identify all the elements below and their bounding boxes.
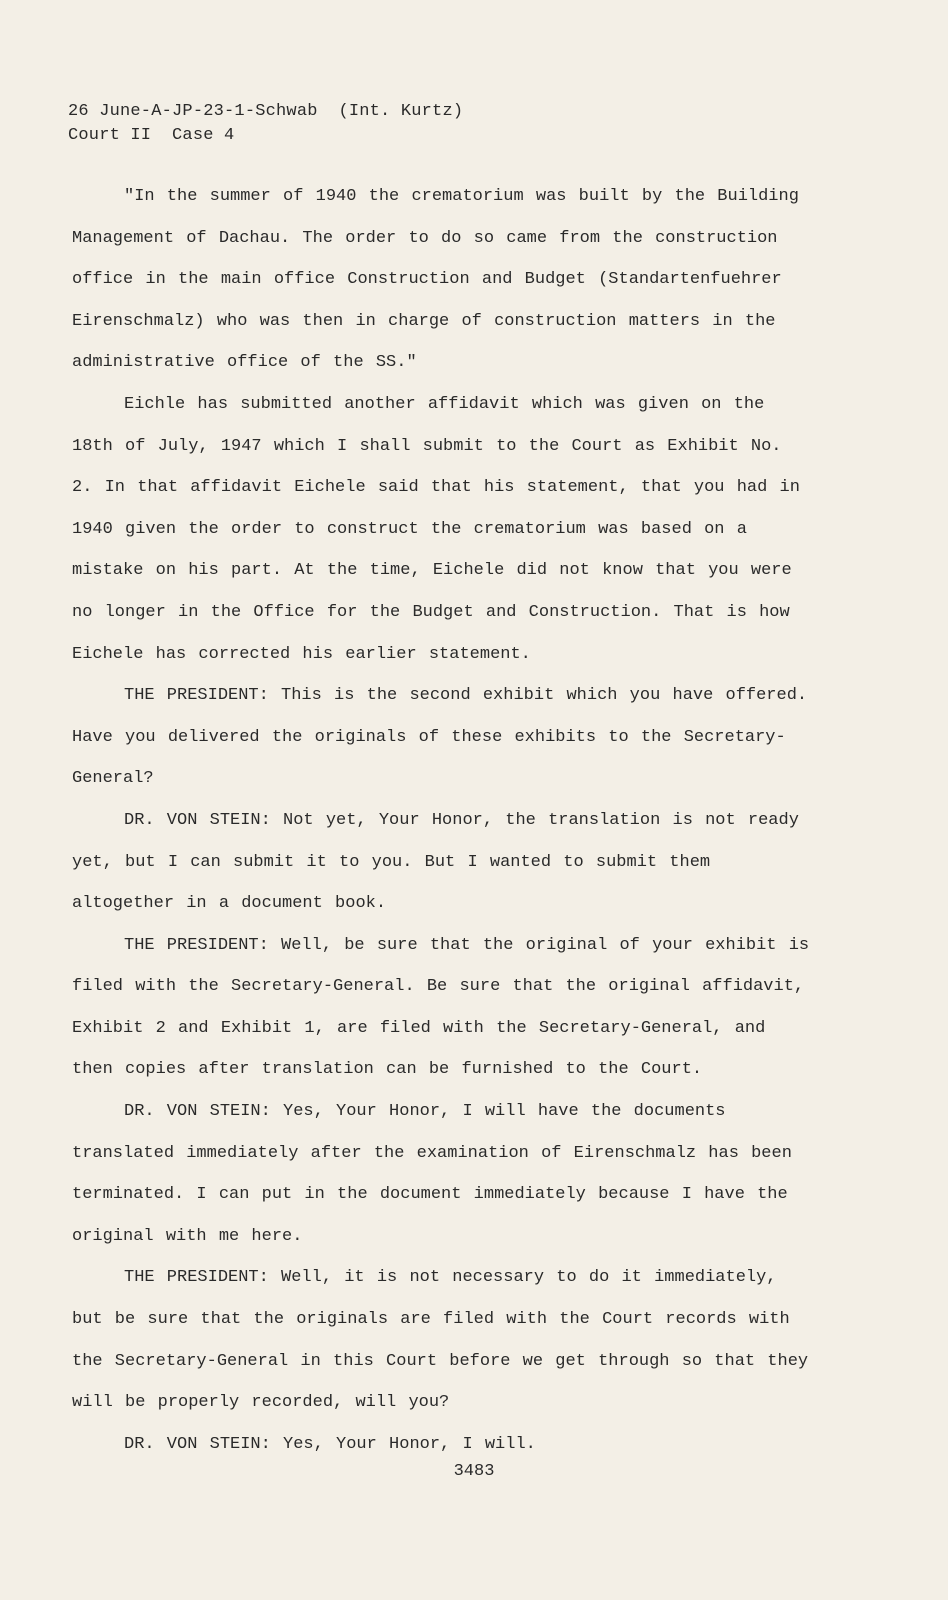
paragraph: THE PRESIDENT: Well, be sure that the original of your exhibit is filed with the Secretary-General. Be sure that the original affidavit, Exhibit 2 and Exhibit 1, are filed with the Secretary-General, and then copies after translation can be furnished to the Court. — [72, 935, 810, 1080]
paragraph: THE PRESIDENT: This is the second exhibit which you have offered. Have you delivered the originals of these exhibits to the Secretary-General? — [72, 686, 808, 789]
paragraph: Eichle has submitted another affidavit which was given on the 18th of July, 1947 which I shall submit to the Court as Exhibit No. 2. In that affidavit Eichele said that his statement, that you had in 1940 given the order to construct the crematorium was based on a mistake on his part. At the time, Eichele did not know that you were no longer in the Office for the Budget and Construction. That is how Eichele has corrected his earlier statement. — [72, 394, 800, 664]
page-number: 3483 — [453, 1462, 495, 1481]
paragraph: THE PRESIDENT: Well, it is not necessary to do it immediately, but be sure that the originals are filed with the Court records with the Secretary-General in this Court before we get through so that they will be properly recorded, will you? — [72, 1268, 809, 1413]
paragraph: DR. VON STEIN: Not yet, Your Honor, the translation is not ready yet, but I can submit it to you. But I wanted to submit them altogether in a document book. — [72, 810, 799, 914]
paragraph: DR. VON STEIN: Yes, Your Honor, I will. — [124, 1434, 536, 1454]
header-line-1: 26 June-A-JP-23-1-Schwab (Int. Kurtz) — [68, 102, 464, 121]
header-line-2: Court II Case 4 — [68, 126, 235, 145]
paragraph: DR. VON STEIN: Yes, Your Honor, I will have the documents translated immediately after the examination of Eirenschmalz has been terminated. I can put in the document immediately because I have the original with me here. — [72, 1102, 792, 1246]
document-header — [68, 100, 463, 148]
paragraph: "In the summer of 1940 the crematorium was built by the Building Management of Dachau. The order to do so came from the construction office in the main office Construction and Budget (Standartenfuehrer Eirenschmalz) who was then in charge of construction matters in the administrative office of the SS." — [72, 187, 799, 373]
document-body — [72, 176, 812, 1465]
